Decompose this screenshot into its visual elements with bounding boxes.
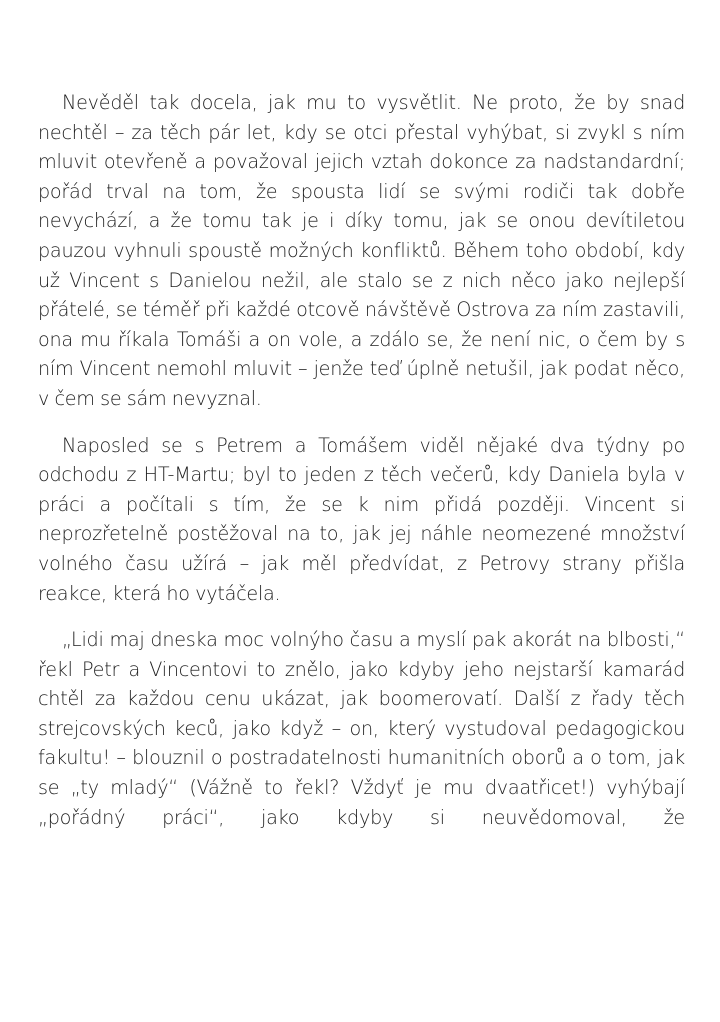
book-page-text — [38, 88, 685, 832]
paragraph-3: „Lidi maj dneska moc volnýho času a myslí pak akorát na blbosti,“ řekl Petr a Vincentovi to znělo, jako kdyby jeho nejstarší kamarád chtěl za každou cenu ukázat, jak boomerovatí. Další z řady těch strejcovských keců, jako když – on, který vystudoval pedagogickou fakultu! – blouznil o postradatelnosti humanitních oborů a o tom, jak se „ty mladý“ (Vážně to řekl? Vždyť je mu dvaatřicet!) vyhýbají „pořádný práci“, jako kdyby si neuvědomoval, že — [38, 628, 685, 829]
paragraph-2: Naposled se s Petrem a Tomášem viděl nějaké dva týdny po odchodu z HT-Martu; byl to jeden z těch večerů, kdy Daniela byla v práci a počítali s tím, že se k nim přidá později. Vincent si neprozřetelně postěžoval na to, jak jej náhle neomezené množství volného času užírá – jak měl předvídat, z Petrovy strany přišla reakce, která ho vytáčela. — [38, 433, 685, 605]
paragraph-1: Nevěděl tak docela, jak mu to vysvětlit. Ne proto, že by snad nechtěl – za těch pár let, kdy se otci přestal vyhýbat, si zvykl s ním mluvit otevřeně a považoval jejich vztah dokonce za nadstandardní; pořád trval na tom, že spousta lidí se svými rodiči tak dobře nevychází, a že tomu tak je i díky tomu, jak se onou devítiletou pauzou vyhnuli spoustě možných konfliktů. Během toho období, kdy už Vincent s Danielou nežil, ale stalo se z nich něco jako nejlepší přátelé, se téměř při každé otcově návštěvě Ostrova za ním zastavili, ona mu říkala Tomáši a on vole, a zdálo se, že není nic, o čem by s ním Vincent nemohl mluvit – jenže teď úplně netušil, jak podat něco, v čem se sám nevyznal. — [38, 91, 685, 410]
